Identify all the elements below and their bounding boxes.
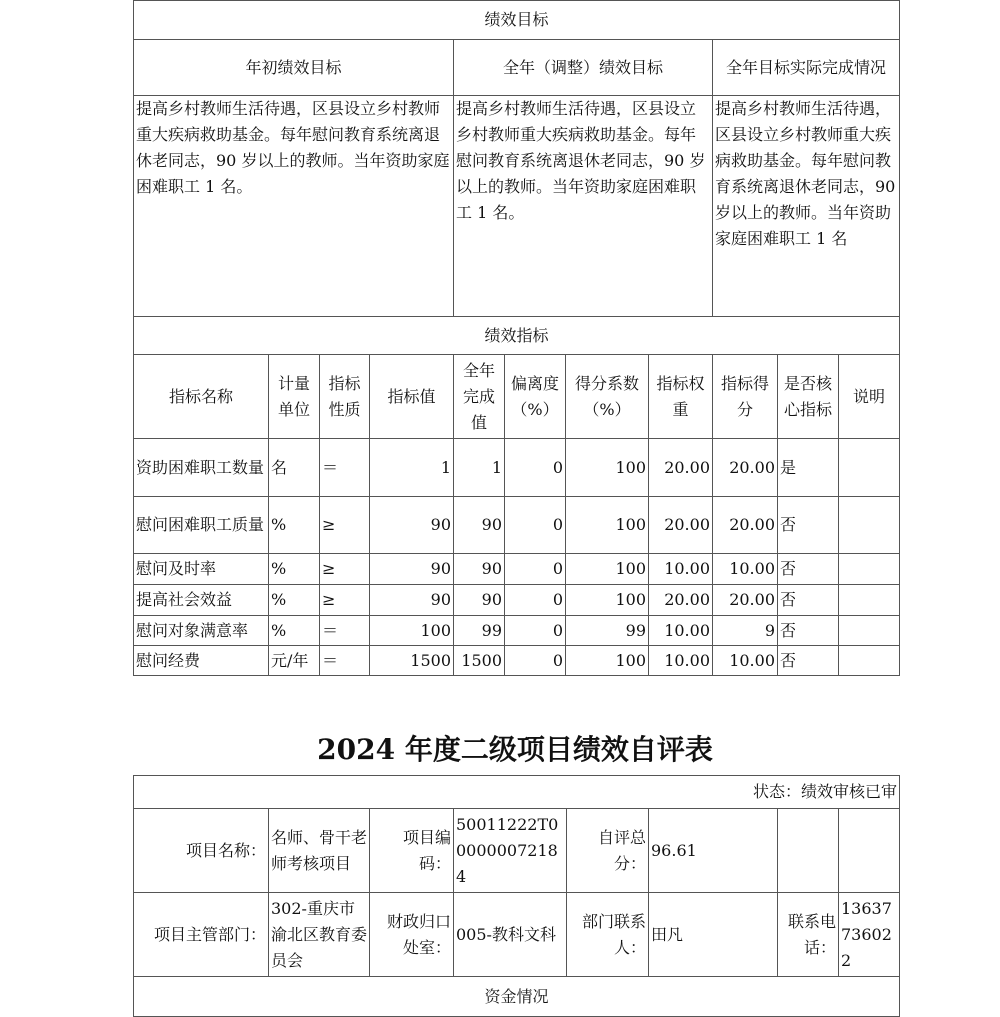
report-title: 2024 年度二级项目绩效自评表 [317, 733, 713, 766]
indicator-header: 说明 [839, 355, 900, 439]
indicator-cell: 20.00 [649, 497, 713, 554]
adjusted-goal-text: 提高乡村教师生活待遇，区县设立乡村教师重大疾病救助基金。每年慰问教育系统离退休老同志，90 岁以上的教师。当年资助家庭困难职工 1 名。 [454, 96, 713, 317]
indicator-cell: 100 [566, 646, 649, 676]
indicator-header: 指标性质 [320, 355, 370, 439]
indicator-cell: 10.00 [649, 646, 713, 676]
indicator-cell: % [269, 585, 320, 616]
indicator-cell: 20.00 [713, 439, 778, 497]
indicator-cell: 100 [370, 616, 454, 646]
table-row [134, 554, 900, 585]
indicator-cell: 100 [566, 439, 649, 497]
indicator-cell: 10.00 [713, 646, 778, 676]
indicator-cell: 名 [269, 439, 320, 497]
dept-label: 项目主管部门： [134, 893, 269, 977]
indicator-cell: 否 [778, 585, 839, 616]
project-info-table [133, 775, 900, 1017]
score-label: 自评总分： [567, 809, 649, 893]
table-row [134, 616, 900, 646]
indicator-cell: 0 [505, 439, 566, 497]
indicator-header: 偏离度（%） [505, 355, 566, 439]
indicator-cell: 20.00 [649, 585, 713, 616]
empty-cell [839, 809, 900, 893]
col-adjusted-goal: 全年（调整）绩效目标 [454, 40, 713, 96]
table-row [134, 497, 900, 554]
indicator-cell: 慰问经费 [134, 646, 269, 676]
indicator-cell: 是 [778, 439, 839, 497]
indicator-cell: 否 [778, 497, 839, 554]
indicator-cell: ＝ [320, 439, 370, 497]
indicator-cell: 20.00 [713, 585, 778, 616]
indicator-header: 指标名称 [134, 355, 269, 439]
indicator-header: 计量单位 [269, 355, 320, 439]
table-row [134, 439, 900, 497]
indicator-cell: ≥ [320, 585, 370, 616]
status-text: 状态：绩效审核已审 [134, 776, 900, 809]
goals-table [133, 0, 900, 355]
indicator-cell: 90 [454, 585, 505, 616]
indicator-cell: 99 [566, 616, 649, 646]
indicator-cell: 10.00 [713, 554, 778, 585]
finance-label: 财政归口处室： [370, 893, 454, 977]
indicator-header: 指标值 [370, 355, 454, 439]
project-code-label: 项目编码： [370, 809, 454, 893]
indicator-cell: % [269, 554, 320, 585]
indicator-cell: 1 [370, 439, 454, 497]
indicator-cell: 99 [454, 616, 505, 646]
indicator-header: 得分系数（%） [566, 355, 649, 439]
indicator-header: 指标权重 [649, 355, 713, 439]
initial-goal-text: 提高乡村教师生活待遇，区县设立乡村教师重大疾病救助基金。每年慰问教育系统离退休老同志，90 岁以上的教师。当年资助家庭困难职工 1 名。 [134, 96, 454, 317]
indicator-cell: 100 [566, 497, 649, 554]
indicator-cell: 20.00 [713, 497, 778, 554]
indicator-cell [839, 439, 900, 497]
indicator-cell: % [269, 497, 320, 554]
indicator-cell: 90 [370, 497, 454, 554]
indicator-cell: 0 [505, 497, 566, 554]
project-name-label: 项目名称： [134, 809, 269, 893]
actual-goal-text: 提高乡村教师生活待遇，区县设立乡村教师重大疾病救助基金。每年慰问教育系统离退休老同志，90 岁以上的教师。当年资助家庭困难职工 1 名 [713, 96, 900, 317]
indicator-cell: 20.00 [649, 439, 713, 497]
indicator-cell: 100 [566, 585, 649, 616]
table-row [134, 646, 900, 676]
indicator-cell: ≥ [320, 554, 370, 585]
indicator-cell: 1 [454, 439, 505, 497]
indicator-cell: 1500 [370, 646, 454, 676]
finance-value: 005-教科文科 [454, 893, 567, 977]
indicator-header: 全年完成值 [454, 355, 505, 439]
indicator-cell: 元/年 [269, 646, 320, 676]
indicator-cell [839, 646, 900, 676]
indicator-cell: 9 [713, 616, 778, 646]
indicator-cell: 1500 [454, 646, 505, 676]
indicator-cell: 否 [778, 646, 839, 676]
indicator-cell: 0 [505, 585, 566, 616]
indicator-cell: 0 [505, 616, 566, 646]
goals-section-title: 绩效目标 [134, 1, 900, 40]
indicator-cell: 10.00 [649, 616, 713, 646]
indicator-cell: 否 [778, 554, 839, 585]
indicator-cell: 0 [505, 554, 566, 585]
indicator-header-row [134, 355, 900, 439]
indicator-cell: % [269, 616, 320, 646]
indicator-cell: 90 [370, 554, 454, 585]
indicator-cell [839, 497, 900, 554]
contact-label: 部门联系人： [567, 893, 649, 977]
empty-cell [778, 809, 839, 893]
indicator-cell: 慰问困难职工质量 [134, 497, 269, 554]
indicator-cell: 慰问及时率 [134, 554, 269, 585]
project-code: 50011222T000000072184 [454, 809, 567, 893]
indicator-cell: 提高社会效益 [134, 585, 269, 616]
score-value: 96.61 [649, 809, 778, 893]
indicator-cell: 否 [778, 616, 839, 646]
phone-value: 13637736022 [839, 893, 900, 977]
project-name: 名师、骨干老师考核项目 [269, 809, 370, 893]
indicator-cell: 90 [370, 585, 454, 616]
indicator-cell: 10.00 [649, 554, 713, 585]
funds-section-title: 资金情况 [134, 977, 900, 1017]
indicator-header: 是否核心指标 [778, 355, 839, 439]
indicator-cell: 90 [454, 497, 505, 554]
contact-value: 田凡 [649, 893, 778, 977]
phone-label: 联系电话： [778, 893, 839, 977]
indicator-header: 指标得分 [713, 355, 778, 439]
indicator-cell [839, 585, 900, 616]
col-actual-goal: 全年目标实际完成情况 [713, 40, 900, 96]
indicator-cell: 90 [454, 554, 505, 585]
indicator-cell: ＝ [320, 646, 370, 676]
indicator-cell: 0 [505, 646, 566, 676]
dept-value: 302-重庆市渝北区教育委员会 [269, 893, 370, 977]
indicators-section-title: 绩效指标 [134, 317, 900, 355]
indicator-cell [839, 554, 900, 585]
indicator-cell: 资助困难职工数量 [134, 439, 269, 497]
table-row [134, 585, 900, 616]
col-initial-goal: 年初绩效目标 [134, 40, 454, 96]
indicators-table [133, 354, 900, 676]
indicator-cell: 100 [566, 554, 649, 585]
indicator-cell [839, 616, 900, 646]
indicator-cell: ≥ [320, 497, 370, 554]
indicator-cell: ＝ [320, 616, 370, 646]
indicator-cell: 慰问对象满意率 [134, 616, 269, 646]
